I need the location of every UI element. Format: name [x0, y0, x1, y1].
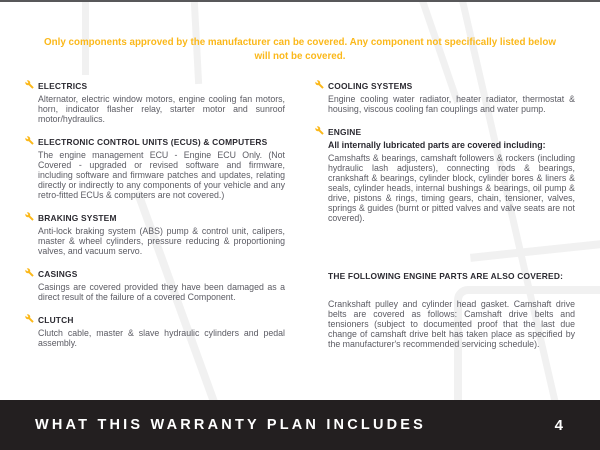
section-body: Engine cooling water radiator, heater radiator, thermostat & housing, viscous cooling fan couplings and water pump.	[328, 94, 575, 114]
section-heading: THE FOLLOWING ENGINE PARTS ARE ALSO COVERED:	[328, 271, 564, 281]
right-column	[315, 81, 575, 362]
section-heading: COOLING SYSTEMS	[328, 81, 413, 91]
spanner-icon	[25, 136, 38, 145]
top-border	[0, 0, 600, 2]
section-body: Crankshaft pulley and cylinder head gasket. Camshaft drive belts are covered as follows: Camshaft drive belts and tensioners (subject to documented proof that the last due change of camshaft drive belt has taken place as specified by the manufacturer's recommended servicing schedule).	[328, 299, 575, 349]
spanner-icon	[25, 314, 38, 323]
section-heading: BRAKING SYSTEM	[38, 213, 117, 223]
coverage-notice: Only components approved by the manufacturer can be covered. Any component not specifically listed below will not be covered.	[44, 37, 556, 62]
section-cooling-systems	[315, 81, 575, 114]
footer-title: WHAT THIS WARRANTY PLAN INCLUDES	[35, 417, 427, 433]
section-casings	[25, 269, 285, 302]
left-column	[25, 81, 285, 362]
content-columns	[25, 81, 575, 362]
section-heading: ELECTRONIC CONTROL UNITS (ECUS) & COMPUTERS	[38, 137, 268, 147]
spanner-icon	[315, 126, 328, 135]
section-heading: ELECTRICS	[38, 81, 88, 91]
section-heading: ENGINE	[328, 127, 362, 137]
section-electrics	[25, 81, 285, 124]
spanner-icon	[25, 268, 38, 277]
spanner-icon	[25, 80, 38, 89]
section-body: Alternator, electric window motors, engine cooling fan motors, horn, indicator flasher relay, starter motor and sunroof motor/hydraulics.	[38, 94, 285, 124]
section-body: Anti-lock braking system (ABS) pump & control unit, calipers, master & wheel cylinders, pressure reducing & proportioning valves, and vacuum servo.	[38, 226, 285, 256]
section-engine-parts-also-covered	[315, 271, 575, 349]
footer-bar	[0, 400, 600, 450]
engine-intro-line: All internally lubricated parts are covered including:	[328, 140, 546, 150]
spanner-icon	[315, 80, 328, 89]
section-body: Clutch cable, master & slave hydraulic cylinders and pedal assembly.	[38, 328, 285, 348]
section-engine	[315, 127, 575, 223]
page-number: 4	[554, 416, 563, 434]
spanner-icon	[25, 212, 38, 221]
section-body: Casings are covered provided they have been damaged as a direct result of the failure of a covered Component.	[38, 282, 285, 302]
section-body: The engine management ECU - Engine ECU Only. (Not Covered - upgraded or revised software and firmware, including software and firmware patches and updates, relating directly or indirectly to any components of your vehicle and any retro-fitted ECUs & computers are not covered.)	[38, 150, 285, 200]
section-braking-system	[25, 213, 285, 256]
section-heading: CASINGS	[38, 269, 78, 279]
section-ecus-computers	[25, 137, 285, 200]
section-heading: CLUTCH	[38, 315, 74, 325]
section-clutch	[25, 315, 285, 348]
section-body: Camshafts & bearings, camshaft followers & rockers (including hydraulic lash adjusters), connecting rods & bearings, crankshaft & bearings, cylinder block, cylinder bores & liners & seals, cylinder heads, internal bushings & bearings, oil pump & drive, pistons & rings, timing gears, chain, tensioner, valves, springs & guides (burnt or pitted valves and valve seats are not covered).	[328, 153, 575, 223]
